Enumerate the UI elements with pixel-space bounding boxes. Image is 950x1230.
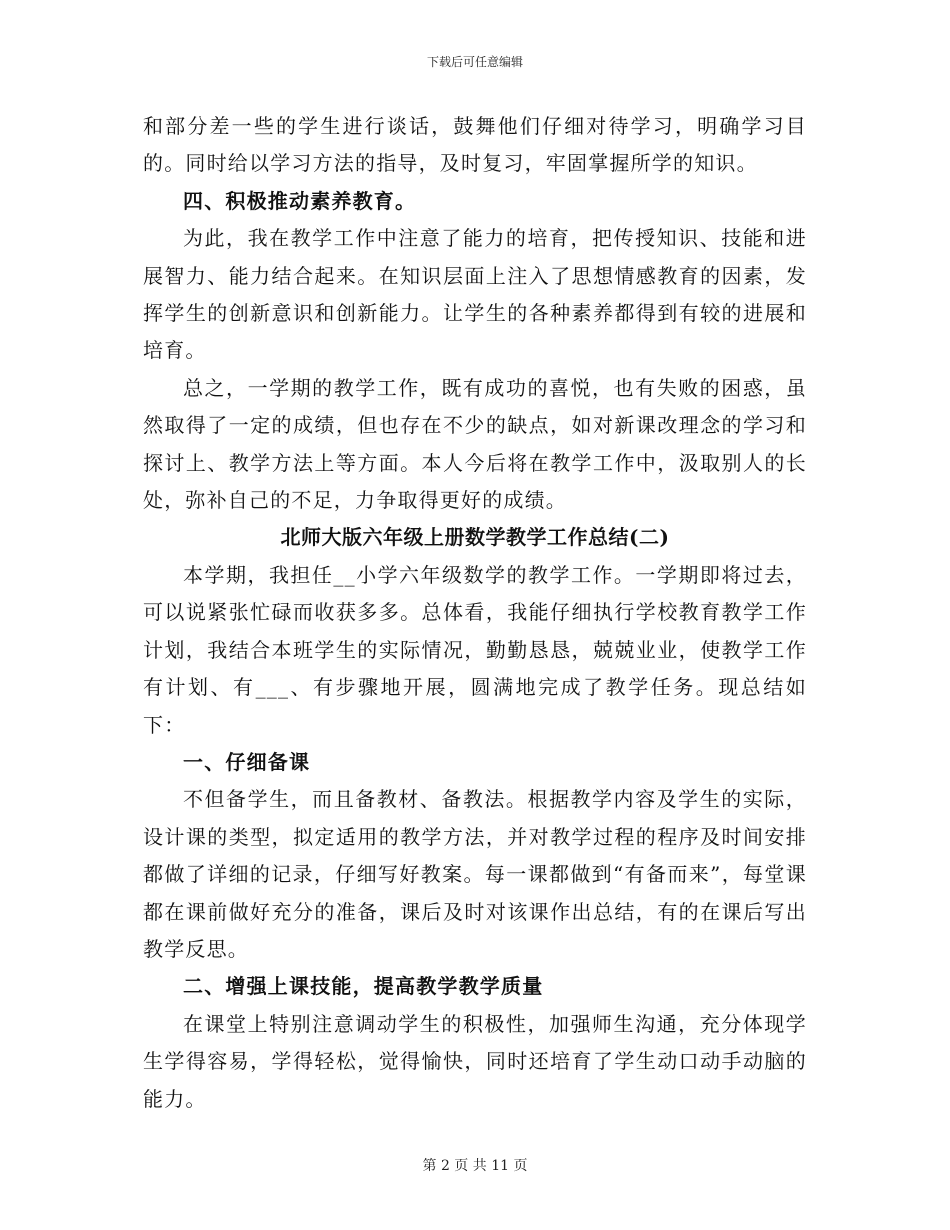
section-heading-one: 一、仔细备课: [183, 749, 311, 774]
section-heading-four: 四、积极推动素养教育。: [183, 188, 417, 213]
page-header: 下载后可任意编辑: [426, 55, 523, 69]
paragraph-conclusion: 总之，一学期的教学工作，既有成功的喜悦，也有失败的困惑，虽然取得了一定的成绩，但也存在不少的缺点，如对新课改理念的学习和探讨上、教学方法上等方面。本人今后将在教学工作中，汲取别人的长处，弥补自己的不足，力争取得更好的成绩。: [143, 375, 807, 513]
section-heading-two: 二、增强上课技能，提高教学教学质量: [183, 974, 544, 999]
paragraph: 在课堂上特别注意调动学生的积极性，加强师生沟通，充分体现学生学得容易，学得轻松，觉得愉快，同时还培育了学生动口动手动脑的能力。: [143, 1011, 807, 1111]
paragraph: 不但备学生，而且备教材、备教法。根据教学内容及学生的实际，设计课的类型，拟定适用的教学方法，并对教学过程的程序及时间安排都做了详细的记录，仔细写好教案。每一课都做到“有备而来”，每堂课都在课前做好充分的准备，课后及时对该课作出总结，有的在课后写出教学反思。: [143, 787, 807, 961]
paragraph-intro: 本学期，我担任__小学六年级数学的教学工作。一学期即将过去，可以说紧张忙碌而收获多多。总体看，我能仔细执行学校教育教学工作计划，我结合本班学生的实际情况，勤勤恳恳，兢兢业业，使教学工作有计划、有___、有步骤地开展，圆满地完成了教学任务。现总结如下：: [143, 562, 807, 737]
page-number: 第 2 页 共 11 页: [422, 1158, 528, 1174]
paragraph: 为此，我在教学工作中注意了能力的培育，把传授知识、技能和进展智力、能力结合起来。在知识层面上注入了思想情感教育的因素，发挥学生的创新意识和创新能力。让学生的各种素养都得到有较的进展和培育。: [143, 226, 807, 363]
paragraph-continuation: 和部分差一些的学生进行谈话，鼓舞他们仔细对待学习，明确学习目的。同时给以学习方法的指导，及时复习，牢固掌握所学的知识。: [143, 114, 807, 176]
document-title: 北师大版六年级上册数学教学工作总结(二): [280, 525, 670, 550]
document-body: [143, 108, 807, 1118]
